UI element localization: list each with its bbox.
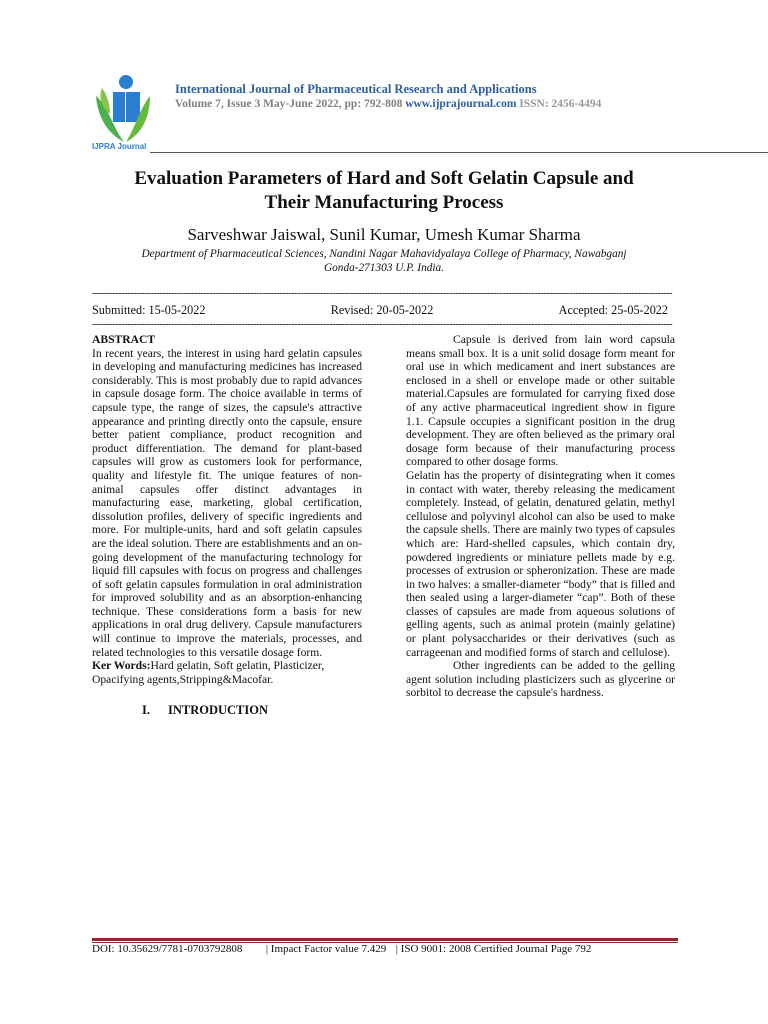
submitted-date: Submitted: 15-05-2022: [92, 303, 206, 317]
keywords: [92, 659, 362, 686]
header-divider: [150, 152, 768, 153]
journal-website-link[interactable]: www.ijprajournal.com: [405, 98, 517, 110]
affiliation-line-1: Department of Pharmaceutical Sciences, Nandini Nagar Mahavidyalaya College of Pharmacy, Nawabganj: [141, 248, 627, 260]
left-column: [92, 333, 362, 718]
abstract-heading: ABSTRACT: [92, 333, 156, 346]
journal-name: International Journal of Pharmaceutical Research and Applications: [175, 82, 537, 96]
impact-factor: | Impact Factor value 7.429: [265, 943, 387, 955]
authors: Sarveshwar Jaiswal, Sunil Kumar, Umesh Kumar Sharma: [187, 225, 581, 244]
section-title: INTRODUCTION: [168, 703, 269, 718]
iso-page: | ISO 9001: 2008 Certified Journal Page 792: [395, 943, 592, 955]
intro-paragraph-3: Other ingredients can be added to the gelling agent solution including plasticizers such as glycerine or sorbitol to decrease the capsule's hardness.: [406, 659, 675, 700]
title-line-1: Evaluation Parameters of Hard and Soft Gelatin Capsule and: [134, 168, 634, 189]
logo-graphic: [88, 66, 160, 154]
volume-info: Volume 7, Issue 3 May-June 2022, pp: 792-808: [175, 98, 403, 110]
dashed-divider-bottom: ------------------------------------------------------------------------------------------------------------------------------------------------------------------------------------------------------: [92, 319, 673, 330]
journal-meta: [175, 97, 601, 112]
section-number: I.: [142, 703, 150, 718]
journal-logo: [88, 66, 160, 154]
paper-title: [60, 167, 708, 215]
issn: ISSN: 2456-4494: [519, 98, 602, 110]
doi[interactable]: DOI: 10.35629/7781-0703792808: [92, 943, 243, 955]
introduction-heading: [92, 704, 362, 718]
intro-paragraph-1: Capsule is derived from lain word capsula means small box. It is a unit solid dosage form meant for oral use in which medicament and inert substances are enclosed in a shell or envelope made or other suitable material.Capsules are formulated for carrying fixed dose of any active pharmaceutical ingredient show in figure 1.1. Capsule occupies a significant position in the drug development. They are often believed as the primary oral dosage form because of their manufacturing process compared to other dosage forms.: [406, 333, 675, 469]
right-column: [406, 333, 675, 700]
affiliation: [92, 247, 676, 275]
keywords-label: Ker Words:: [92, 659, 151, 673]
revised-date: Revised: 20-05-2022: [330, 303, 434, 317]
logo-text: IJPRA Journal: [92, 142, 147, 151]
dashed-divider-top: ------------------------------------------------------------------------------------------------------------------------------------------------------------------------------------------------------: [92, 288, 673, 299]
affiliation-line-2: Gonda-271303 U.P. India.: [324, 262, 444, 274]
footer-rule-thick: [92, 938, 678, 941]
intro-paragraph-2: Gelatin has the property of disintegrating when it comes in contact with water, thereby releasing the medicament completely. Instead, of gelatin, denatured gelatin, methyl cellulose and polyvinyl alcohol can also be used to make the capsule shells. There are mainly two types of capsules which are: Hard-shelled capsules, which contain dry, powdered ingredients or miniature pellets made by e.g. processes of extrusion or spheronization. These are made in two halves: a smaller-diameter “body” that is filled and then sealed using a larger-diameter “cap”. Both of these classes of capsules are made from aqueous solutions of gelling agents, such as animal protein (mainly gelatine) or plant polysaccharides or their derivatives (such as carrageenan and modified forms of starch and cellulose).: [406, 468, 675, 659]
title-line-2: Their Manufacturing Process: [264, 192, 504, 213]
accepted-date: Accepted: 25-05-2022: [558, 303, 668, 317]
article-dates: [92, 303, 668, 318]
keywords-text: Hard gelatin, Soft gelatin, Plasticizer, Opacifying agents,Stripping&Macofar.: [92, 659, 325, 686]
abstract-body: In recent years, the interest in using hard gelatin capsules in developing and manufacturing medicines has increased considerably. This is most probably due to rapid advances in capsule dosage form. The choice available in terms of capsule type, the range of sizes, the capsule's attractive appearance and printing directly onto the capsule, ensure better patient compliance, product recognition and product differentiation. The demand for plant-based capsules will grow as customers look for performance, quality and lifestyle fit. The unique features of non-animal capsules offer distinct advantages in manufacturing ease, marketing, global certification, dissolution profiles, delivery of specific ingredients and more. For multiple-units, hard and soft gelatin capsules are the ideal solution. There are establishments and an on-going development of the manufacturing technology for liquid fill capsules with focus on progress and challenges of soft gelatin capsules formulation in oral administration for improved solubility and as an absorption-enhancing technique. These considerations form a basis for new applications in oral drug delivery. Capsule manufacturers will continue to improve the materials, processes, and related technologies to this versatile dosage form.: [92, 346, 362, 659]
journal-header: [175, 82, 601, 112]
page-footer: [92, 943, 678, 955]
